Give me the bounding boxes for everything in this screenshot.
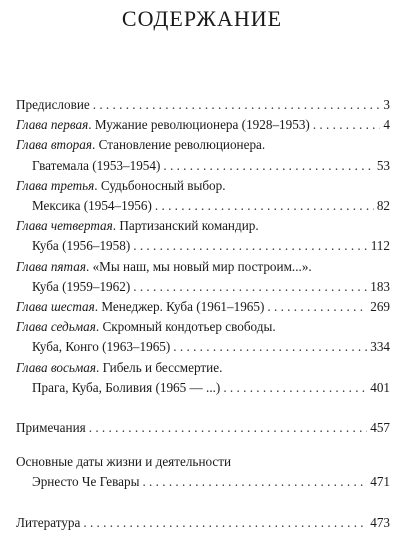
chapter-label: Глава четвертая	[16, 218, 113, 234]
page-title: СОДЕРЖАНИЕ	[121, 6, 283, 31]
toc-entry-preface	[16, 95, 390, 115]
page-number: 473	[370, 514, 390, 530]
chapter-title-continued: Гватемала (1953–1954)	[32, 157, 161, 173]
page-number: 3	[383, 97, 390, 112]
dot-leader	[133, 277, 367, 297]
page-number: 471	[370, 474, 390, 490]
entry-title: Основные даты жизни и деятельности	[16, 454, 232, 470]
toc-entry-literature	[16, 513, 390, 533]
toc-entry-chapter-7: Глава седьмая. Скромный кондотьер свободы. Куба, Конго (1963–1965) . . . 334	[16, 317, 390, 357]
dot-leader	[267, 297, 367, 317]
entry-title: Примечания	[16, 420, 86, 436]
dot-leader	[93, 95, 381, 115]
toc-entry-chapter-6: Глава шестая. Менеджер. Куба (1961–1965) . . . 269	[16, 297, 390, 317]
chapter-title: Партизанский командир.	[119, 218, 259, 234]
toc-entry-chapter-2: Глава вторая. Становление революционера. Гватемала (1953–1954) . . . 53	[16, 135, 390, 175]
dot-leader	[223, 378, 367, 398]
table-of-contents	[16, 95, 390, 533]
dot-leader	[133, 236, 367, 256]
chapter-title: Судьбоносный выбор.	[100, 177, 226, 193]
toc-entry-notes	[16, 418, 390, 438]
chapter-title: Менеджер. Куба (1961–1965)	[101, 299, 265, 315]
page-number: 457	[370, 420, 390, 436]
page-number: 334	[370, 339, 390, 355]
entry-title: Предисловие	[16, 97, 90, 112]
chapter-label: Глава восьмая	[16, 359, 96, 375]
entry-title: Литература	[16, 514, 81, 530]
chapter-title: Мужание революционера (1928–1953)	[94, 117, 310, 133]
dot-leader	[142, 472, 367, 492]
dot-leader	[155, 196, 374, 216]
chapter-label: Глава седьмая	[16, 319, 96, 335]
chapter-title-continued: Куба (1956–1958)	[32, 238, 131, 254]
page-number: 82	[376, 198, 390, 214]
page-number: 112	[370, 238, 390, 254]
toc-entry-key-dates	[16, 452, 390, 492]
toc-entry-chapter-4: Глава четвертая. Партизанский командир. Куба (1956–1958) . . . 112	[16, 216, 390, 256]
chapter-title-continued: Прага, Куба, Боливия (1965 — ...)	[32, 379, 221, 395]
chapter-title: Становление революционера.	[98, 137, 266, 153]
page-number: 4	[383, 117, 390, 133]
chapter-label: Глава первая	[16, 117, 89, 133]
chapter-title: «Мы наш, мы новый мир построим...».	[92, 258, 312, 274]
chapter-label: Глава вторая	[16, 137, 92, 153]
chapter-title-continued: Куба, Конго (1963–1965)	[32, 339, 171, 355]
toc-entry-chapter-3: Глава третья. Судьбоносный выбор. Мексика (1954–1956) . . . 82	[16, 176, 390, 216]
toc-entry-chapter-8: Глава восьмая. Гибель и бессмертие. Прага, Куба, Боливия (1965 — ...) . . . 401	[16, 358, 390, 398]
chapter-title-continued: Мексика (1954–1956)	[32, 198, 152, 214]
page-number: 53	[376, 157, 390, 173]
dot-leader	[163, 156, 373, 176]
toc-entry-chapter-1: Глава первая. Мужание революционера (1928–1953) . . . 4	[16, 115, 390, 135]
chapter-label: Глава шестая	[16, 299, 95, 315]
page-number: 269	[370, 299, 390, 315]
chapter-title: Гибель и бессмертие.	[102, 359, 223, 375]
dot-leader	[313, 115, 381, 135]
toc-entry-chapter-5: Глава пятая. «Мы наш, мы новый мир построим...». Куба (1959–1962) . . . 183	[16, 257, 390, 297]
chapter-title: Скромный кондотьер свободы.	[102, 319, 276, 335]
chapter-label: Глава пятая	[16, 258, 86, 274]
page-number: 183	[370, 278, 390, 294]
dot-leader	[173, 337, 367, 357]
page-number: 401	[370, 379, 390, 395]
entry-title-continued: Эрнесто Че Гевары	[32, 474, 140, 490]
chapter-title-continued: Куба (1959–1962)	[32, 278, 131, 294]
chapter-label: Глава третья	[16, 177, 95, 193]
dot-leader	[83, 513, 367, 533]
dot-leader	[89, 418, 368, 438]
